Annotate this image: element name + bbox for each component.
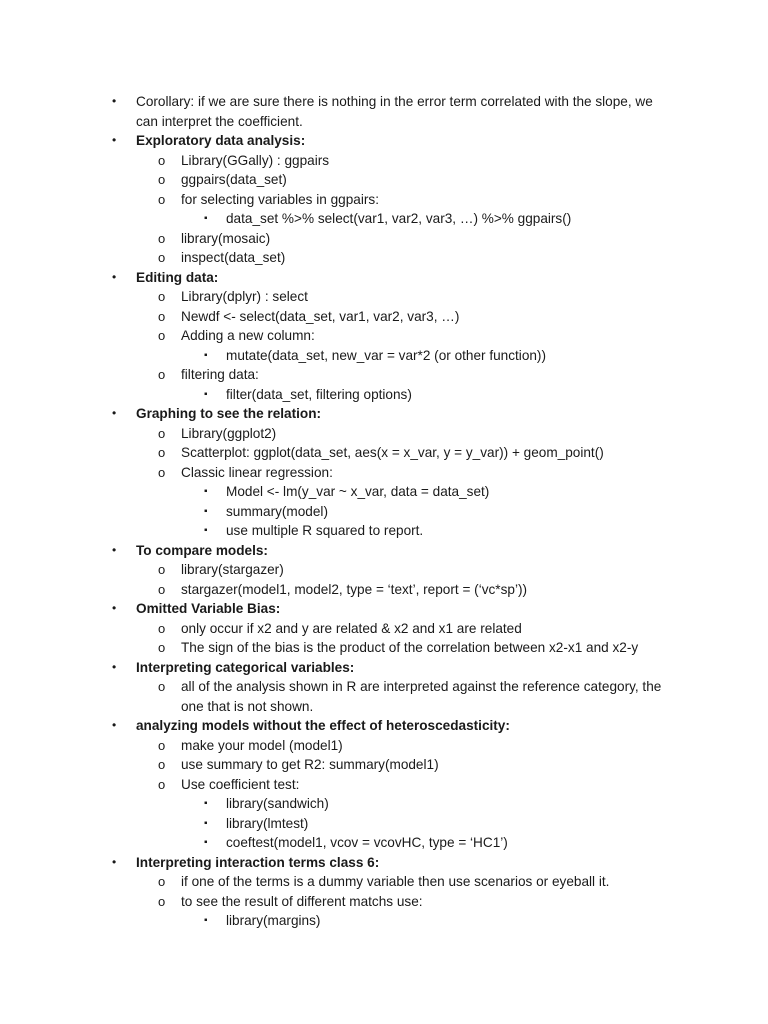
bullet-icon: • bbox=[112, 133, 117, 147]
list-item-level-2 bbox=[0, 463, 768, 483]
square-bullet-icon: ▪ bbox=[204, 486, 208, 497]
list-item-level-2 bbox=[0, 736, 768, 756]
list-item-text: data_set %>% select(var1, var2, var3, …) %>% ggpairs() bbox=[226, 211, 572, 226]
list-item-text: library(lmtest) bbox=[226, 815, 309, 831]
list-item-level-2 bbox=[0, 287, 768, 307]
list-item-level-3 bbox=[0, 521, 768, 541]
list-item-level-2 bbox=[0, 190, 768, 210]
circle-bullet-icon: o bbox=[158, 191, 166, 207]
list-item-text: inspect(data_set) bbox=[181, 250, 286, 265]
circle-bullet-icon: o bbox=[158, 679, 166, 694]
list-item-text: mutate(data_set, new_var = var*2 (or other function)) bbox=[226, 347, 546, 363]
section-heading: Omitted Variable Bias: bbox=[136, 601, 281, 616]
bullet-icon: • bbox=[112, 854, 117, 869]
list-item-text: summary(model) bbox=[226, 503, 328, 519]
list-item-text: filter(data_set, filtering options) bbox=[226, 386, 412, 402]
circle-bullet-icon: o bbox=[158, 367, 166, 382]
circle-bullet-icon: o bbox=[158, 562, 166, 577]
circle-bullet-icon: o bbox=[158, 737, 166, 753]
list-item-level-2 bbox=[0, 892, 768, 912]
section-heading: analyzing models without the effect of heteroscedasticity: bbox=[136, 718, 510, 733]
list-item-text: Corollary: if we are sure there is nothing in the error term correlated with the slope, we bbox=[136, 94, 653, 109]
section-heading: Exploratory data analysis: bbox=[136, 133, 306, 148]
list-item-level-1 bbox=[0, 268, 768, 288]
section-heading: Interpreting categorical variables: bbox=[136, 659, 355, 675]
list-item-text: Library(ggplot2) bbox=[181, 425, 277, 441]
list-item-level-3 bbox=[0, 209, 768, 229]
circle-bullet-icon: o bbox=[158, 620, 166, 636]
circle-bullet-icon: o bbox=[158, 893, 166, 909]
list-item-text: Newdf <- select(data_set, var1, var2, var3, …) bbox=[181, 308, 460, 324]
list-item-text: if one of the terms is a dummy variable then use scenarios or eyeball it. bbox=[181, 874, 610, 889]
list-item-text: for selecting variables in ggpairs: bbox=[181, 191, 379, 207]
list-item-level-2 bbox=[0, 365, 768, 385]
list-item-text: use multiple R squared to report. bbox=[226, 523, 424, 538]
list-item-text: only occur if x2 and y are related & x2 and x1 are related bbox=[181, 620, 522, 636]
list-item-level-2 bbox=[0, 755, 768, 775]
section-heading: Graphing to see the relation: bbox=[136, 406, 322, 421]
square-bullet-icon: ▪ bbox=[204, 837, 208, 848]
square-bullet-icon: ▪ bbox=[204, 525, 208, 536]
list-item-level-2 bbox=[0, 307, 768, 327]
list-item-text: can interpret the coefficient. bbox=[136, 113, 303, 129]
circle-bullet-icon: o bbox=[158, 172, 166, 187]
list-item-text: Scatterplot: ggplot(data_set, aes(x = x_var, y = y_var)) + geom_point() bbox=[181, 445, 604, 460]
section-heading: Editing data: bbox=[136, 269, 219, 285]
list-item-level-1 bbox=[0, 658, 768, 678]
list-item-level-3 bbox=[0, 482, 768, 502]
bullet-icon: • bbox=[112, 406, 117, 420]
circle-bullet-icon: o bbox=[158, 289, 166, 304]
list-item-level-2 bbox=[0, 248, 768, 268]
list-item-text: coeftest(model1, vcov = vcovHC, type = ‘HC1’) bbox=[226, 835, 508, 850]
list-item-level-2 bbox=[0, 170, 768, 190]
bullet-icon: • bbox=[112, 601, 117, 615]
list-item-level-3 bbox=[0, 346, 768, 366]
list-item-text: library(mosaic) bbox=[181, 230, 271, 246]
square-bullet-icon: ▪ bbox=[204, 817, 208, 829]
list-item-text: to see the result of different matchs use: bbox=[181, 893, 423, 909]
list-item-level-3 bbox=[0, 385, 768, 405]
bullet-icon: • bbox=[112, 94, 117, 108]
list-item-level-1 bbox=[0, 541, 768, 561]
list-item-text: Use coefficient test: bbox=[181, 776, 300, 792]
list-item-level-3 bbox=[0, 502, 768, 522]
list-item-text: all of the analysis shown in R are interpreted against the reference category, the bbox=[181, 679, 662, 694]
list-item-continuation bbox=[0, 112, 768, 132]
circle-bullet-icon: o bbox=[158, 640, 166, 655]
square-bullet-icon: ▪ bbox=[204, 915, 208, 926]
list-item-level-1 bbox=[0, 853, 768, 873]
list-item-level-1 bbox=[0, 404, 768, 424]
list-item-level-3 bbox=[0, 794, 768, 814]
square-bullet-icon: ▪ bbox=[204, 349, 208, 361]
list-item-level-2 bbox=[0, 677, 768, 697]
circle-bullet-icon: o bbox=[158, 250, 166, 265]
circle-bullet-icon: o bbox=[158, 581, 166, 597]
bullet-list bbox=[0, 92, 768, 931]
list-item-level-3 bbox=[0, 814, 768, 834]
list-item-level-3 bbox=[0, 911, 768, 931]
square-bullet-icon: ▪ bbox=[204, 798, 208, 809]
list-item-level-2 bbox=[0, 443, 768, 463]
circle-bullet-icon: o bbox=[158, 328, 166, 343]
circle-bullet-icon: o bbox=[158, 464, 166, 480]
list-item-level-2 bbox=[0, 560, 768, 580]
bullet-icon: • bbox=[112, 718, 117, 732]
list-item-level-2 bbox=[0, 775, 768, 795]
circle-bullet-icon: o bbox=[158, 757, 166, 772]
list-item-level-1 bbox=[0, 716, 768, 736]
list-item-text: Adding a new column: bbox=[181, 328, 315, 343]
list-item-level-2 bbox=[0, 151, 768, 171]
list-item-text: filtering data: bbox=[181, 367, 259, 382]
list-item-level-2 bbox=[0, 326, 768, 346]
list-item-level-3 bbox=[0, 833, 768, 853]
section-heading: To compare models: bbox=[136, 542, 268, 558]
circle-bullet-icon: o bbox=[158, 874, 166, 889]
list-item-text: Model <- lm(y_var ~ x_var, data = data_set) bbox=[226, 484, 490, 499]
section-heading: Interpreting interaction terms class 6: bbox=[136, 854, 380, 870]
circle-bullet-icon: o bbox=[158, 776, 166, 792]
list-item-continuation bbox=[0, 697, 768, 717]
bullet-icon: • bbox=[112, 269, 117, 284]
circle-bullet-icon: o bbox=[158, 308, 166, 324]
list-item-text: Classic linear regression: bbox=[181, 464, 333, 480]
list-item-text: make your model (model1) bbox=[181, 737, 343, 753]
bullet-icon: • bbox=[112, 659, 117, 674]
list-item-level-2 bbox=[0, 619, 768, 639]
list-item-text: The sign of the bias is the product of the correlation between x2-x1 and x2-y bbox=[181, 640, 639, 655]
list-item-text: Library(dplyr) : select bbox=[181, 289, 308, 304]
list-item-text: use summary to get R2: summary(model1) bbox=[181, 757, 439, 772]
list-item-level-1 bbox=[0, 599, 768, 619]
square-bullet-icon: ▪ bbox=[204, 505, 208, 517]
list-item-text: stargazer(model1, model2, type = ‘text’, report = (‘vc*sp’)) bbox=[181, 581, 528, 597]
list-item-level-1 bbox=[0, 92, 768, 112]
list-item-text: ggpairs(data_set) bbox=[181, 172, 287, 187]
list-item-level-1 bbox=[0, 131, 768, 151]
circle-bullet-icon: o bbox=[158, 425, 166, 441]
list-item-text: library(margins) bbox=[226, 913, 321, 928]
square-bullet-icon: ▪ bbox=[204, 388, 208, 400]
circle-bullet-icon: o bbox=[158, 152, 166, 168]
list-item-text: library(stargazer) bbox=[181, 562, 284, 577]
list-item-level-2 bbox=[0, 229, 768, 249]
bullet-icon: • bbox=[112, 542, 117, 557]
list-item-text: one that is not shown. bbox=[181, 698, 314, 714]
list-item-text: library(sandwich) bbox=[226, 796, 329, 811]
list-item-level-2 bbox=[0, 638, 768, 658]
list-item-level-2 bbox=[0, 872, 768, 892]
circle-bullet-icon: o bbox=[158, 230, 166, 246]
circle-bullet-icon: o bbox=[158, 445, 166, 460]
square-bullet-icon: ▪ bbox=[204, 213, 208, 224]
list-item-level-2 bbox=[0, 424, 768, 444]
list-item-text: Library(GGally) : ggpairs bbox=[181, 152, 330, 168]
list-item-level-2 bbox=[0, 580, 768, 600]
